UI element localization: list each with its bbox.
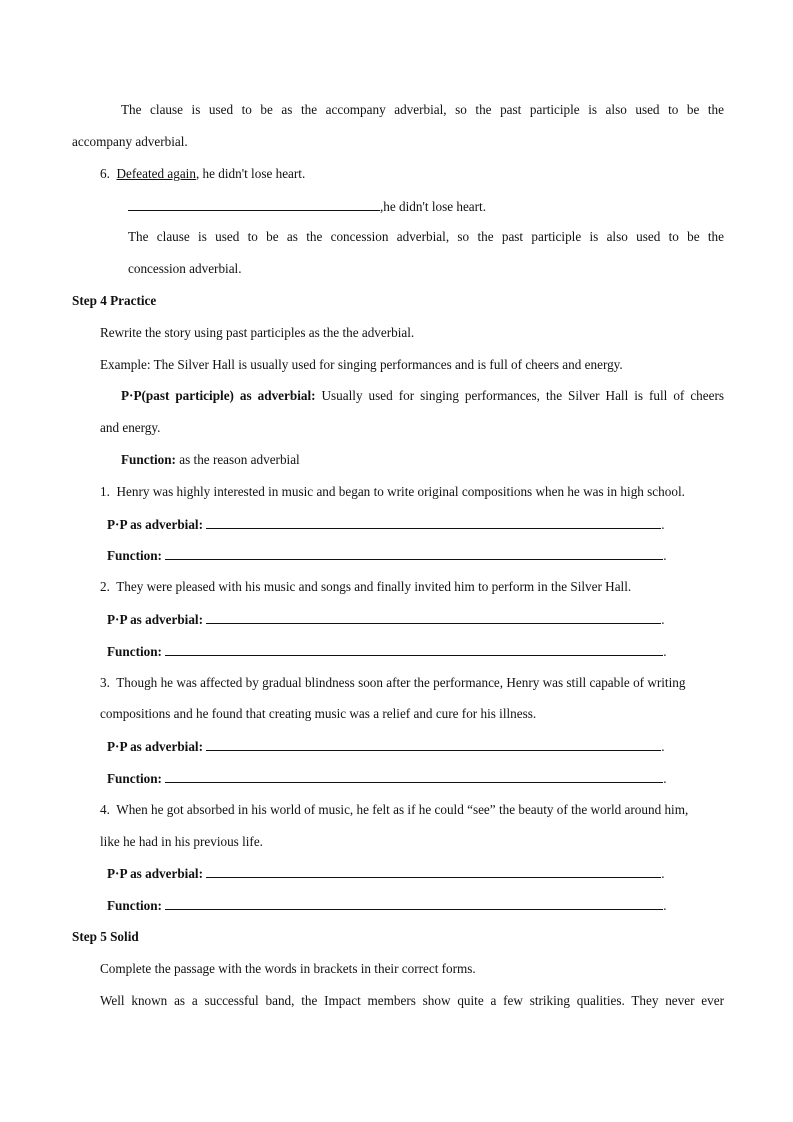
answer-blank[interactable]	[165, 547, 663, 560]
answer-blank[interactable]	[206, 865, 661, 878]
question-number: 2.	[100, 579, 110, 594]
answer-blank[interactable]	[165, 897, 663, 910]
question-number: 3.	[100, 675, 110, 690]
answer-blank[interactable]	[206, 516, 661, 529]
intro-line-2: accompany adverbial.	[72, 134, 188, 149]
item-6-explain-1: The clause is used to be as the concession adverbial, so the past participle is also used to be the	[128, 229, 724, 244]
example-pp-line	[121, 388, 724, 404]
answer-pp-row	[107, 865, 665, 882]
item-6-number: 6.	[100, 166, 110, 181]
step-4-heading: Step 4 Practice	[72, 293, 157, 308]
answer-end: .	[661, 739, 665, 754]
question-4	[100, 802, 688, 818]
answer-pp-label: P·P as adverbial:	[107, 866, 203, 881]
intro-line-1: The clause is used to be as the accompany adverbial, so the past participle is also used to be the	[121, 102, 724, 117]
answer-function-label: Function:	[107, 771, 162, 786]
question-4-line-2: like he had in his previous life.	[100, 834, 263, 849]
answer-pp-label: P·P as adverbial:	[107, 739, 203, 754]
example-pp-label: P·P(past participle) as adverbial:	[121, 388, 316, 403]
answer-function-label: Function:	[107, 898, 162, 913]
answer-end: .	[661, 866, 665, 881]
answer-function-row	[107, 770, 667, 787]
question-1	[100, 484, 685, 500]
item-6-rest: , he didn't lose heart.	[195, 166, 306, 181]
example-function-text: as the reason adverbial	[179, 452, 300, 467]
item-6-blank-suffix: ,he didn't lose heart.	[380, 199, 487, 214]
answer-pp-row	[107, 738, 665, 755]
step-5-heading: Step 5 Solid	[72, 929, 139, 944]
answer-function-row	[107, 547, 667, 564]
question-3-line-2: compositions and he found that creating music was a relief and cure for his illness.	[100, 706, 537, 721]
example-pp-line-2: and energy.	[100, 420, 161, 435]
item-6-explain-2: concession adverbial.	[128, 261, 242, 276]
question-number: 4.	[100, 802, 110, 817]
answer-end: .	[663, 548, 667, 563]
item-6-underlined: Defeated again	[116, 166, 196, 181]
question-2	[100, 579, 631, 595]
answer-blank[interactable]	[165, 643, 663, 656]
question-text: When he got absorbed in his world of music, he felt as if he could “see” the beauty of the world around him,	[116, 802, 689, 817]
example-pp-text: Usually used for singing performances, the Silver Hall is full of cheers	[321, 388, 724, 403]
answer-blank[interactable]	[206, 611, 661, 624]
step-5-passage: Well known as a successful band, the Impact members show quite a few striking qualities. They never ever	[100, 993, 724, 1008]
item-6-rewrite	[128, 198, 486, 215]
example-function-label: Function:	[121, 452, 176, 467]
answer-blank[interactable]	[206, 738, 661, 751]
question-text: Henry was highly interested in music and began to write original compositions when he was in high school.	[116, 484, 685, 499]
answer-pp-label: P·P as adverbial:	[107, 612, 203, 627]
question-number: 1.	[100, 484, 110, 499]
step-4-instruction: Rewrite the story using past participles as the the adverbial.	[100, 325, 415, 340]
answer-end: .	[663, 644, 667, 659]
question-text: They were pleased with his music and songs and finally invited him to perform in the Silver Hall.	[116, 579, 632, 594]
answer-function-row	[107, 897, 667, 914]
answer-function-label: Function:	[107, 548, 162, 563]
question-3	[100, 675, 685, 691]
answer-blank[interactable]	[128, 198, 380, 211]
step-4-example: Example: The Silver Hall is usually used for singing performances and is full of cheers and energy.	[100, 357, 623, 372]
answer-pp-row	[107, 611, 665, 628]
answer-end: .	[663, 771, 667, 786]
answer-pp-label: P·P as adverbial:	[107, 517, 203, 532]
answer-pp-row	[107, 516, 665, 533]
answer-end: .	[661, 517, 665, 532]
answer-function-row	[107, 643, 667, 660]
answer-end: .	[663, 898, 667, 913]
question-text: Though he was affected by gradual blindness soon after the performance, Henry was still capable of writing	[116, 675, 686, 690]
step-5-instruction: Complete the passage with the words in brackets in their correct forms.	[100, 961, 476, 976]
answer-function-label: Function:	[107, 644, 162, 659]
example-function-line	[121, 452, 300, 468]
answer-end: .	[661, 612, 665, 627]
item-6	[100, 166, 305, 182]
answer-blank[interactable]	[165, 770, 663, 783]
